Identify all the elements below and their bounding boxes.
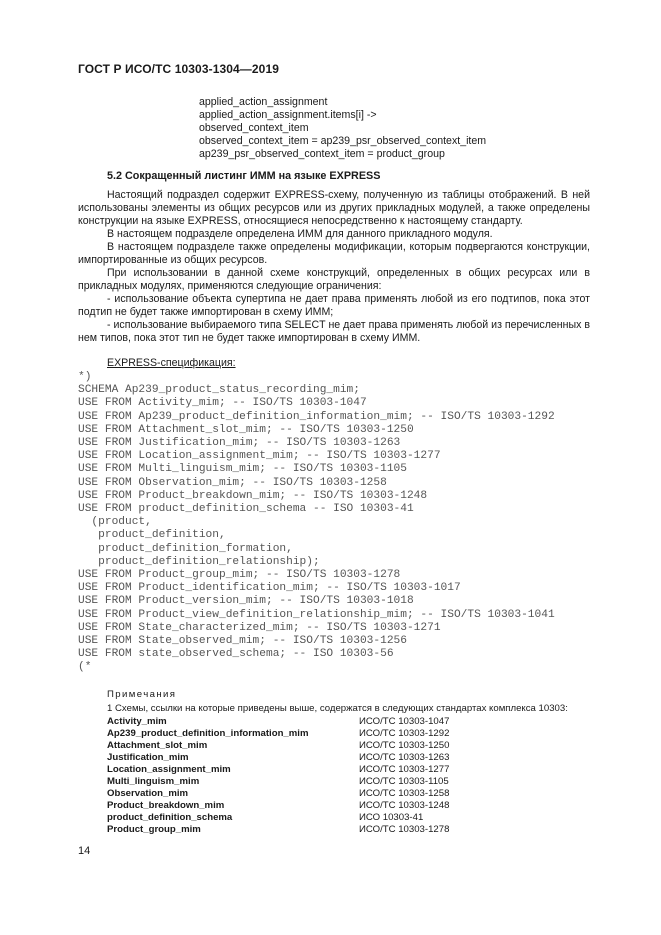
notes-title: Примечания [107,689,177,700]
note-row [107,716,627,728]
standard-ref: ИСО/ТС 10303-1047 [359,716,450,727]
standard-ref: ИСО/ТС 10303-1248 [359,800,450,811]
schema-name: product_definition_schema [107,812,233,823]
express-code-block [78,371,555,675]
note-row [107,812,627,824]
schema-name: Observation_mim [107,788,189,799]
code-line: USE FROM Justification_mim; -- ISO/TS 10303-1263 [78,437,401,450]
standard-ref: ИСО/ТС 10303-1278 [359,824,450,835]
schema-name: Attachment_slot_mim [107,740,208,751]
paragraph: - использование объекта супертипа не дает права применять любой из его подтипов, пока этот подтип не будет также импортирован в схему ИММ; [78,293,590,318]
standard-ref: ИСО/ТС 10303-1292 [359,728,450,739]
code-line: USE FROM State_observed_mim; -- ISO/TS 10303-1256 [78,635,407,648]
notes-text: 1 Схемы, ссылки на которые приведены выше, содержатся в следующих стандартах комплекса 10303: [107,703,568,714]
schema-name: Activity_mim [107,716,167,727]
assignment-line: applied_action_assignment [199,96,328,108]
code-line: USE FROM Multi_linguism_mim; -- ISO/TS 10303-1105 [78,463,407,476]
code-line: USE FROM Observation_mim; -- ISO/TS 10303-1258 [78,476,387,489]
schema-name: Location_assignment_mim [107,764,231,775]
code-line: *) [78,371,92,383]
section-title: 5.2 Сокращенный листинг ИММ на языке EXPRESS [107,170,381,182]
schema-name: Ap239_product_definition_information_mim [107,728,309,739]
schema-name: Multi_linguism_mim [107,776,200,787]
code-line: USE FROM product_definition_schema -- ISO 10303-41 [78,503,414,516]
code-line: product_definition_relationship); [78,555,320,568]
schema-name: Product_breakdown_mim [107,800,225,811]
note-row [107,728,627,740]
code-line: USE FROM Activity_mim; -- ISO/TS 10303-1047 [78,397,367,410]
paragraph: - использование выбираемого типа SELECT не дает права применять любой из перечисленных в нем типов, пока этот тип не будет также импортирован в схему ИММ. [78,319,590,344]
standard-ref: ИСО/ТС 10303-1263 [359,752,450,763]
code-line: USE FROM Product_breakdown_mim; -- ISO/TS 10303-1248 [78,489,428,502]
standard-ref: ИСО/ТС 10303-1258 [359,788,450,799]
code-line: product_definition_formation, [78,542,293,555]
note-row [107,752,627,764]
note-row [107,824,627,836]
notes-list [107,716,627,836]
paragraph: Настоящий подраздел содержит EXPRESS-схему, полученную из таблицы отображений. В ней использованы элементы из общих ресурсов или из других прикладных модулей, а также определены конструкции на языке EXPRESS, относящиеся непосредственно к настоящему стандарту. [78,189,590,227]
document-header: ГОСТ Р ИСО/ТС 10303-1304—2019 [78,62,279,76]
code-line: USE FROM Product_group_mim; -- ISO/TS 10303-1278 [78,569,401,582]
code-line: USE FROM Location_assignment_mim; -- ISO/TS 10303-1277 [78,450,441,463]
standard-ref: ИСО/ТС 10303-1250 [359,740,450,751]
paragraph: В настоящем подразделе также определены модификации, которым подвергаются конструкции, импортированные из общих ресурсов. [78,241,590,266]
standard-ref: ИСО/ТС 10303-1277 [359,764,450,775]
code-line: (* [78,661,92,674]
code-line: USE FROM Product_version_mim; -- ISO/TS 10303-1018 [78,595,414,608]
note-row [107,776,627,788]
code-line: USE FROM Attachment_slot_mim; -- ISO/TS 10303-1250 [78,423,414,436]
code-line: product_definition, [78,529,226,542]
code-line: SCHEMA Ap239_product_status_recording_mim; [78,384,360,397]
paragraph: При использовании в данной схеме конструкций, определенных в общих ресурсах или в прикладных модулях, применяются следующие ограничения: [78,267,590,292]
standard-ref: ИСО 10303-41 [359,812,424,823]
note-row [107,800,627,812]
assignment-line: ap239_psr_observed_context_item = product_group [199,148,445,160]
express-spec-label: EXPRESS-спецификация: [107,357,236,369]
schema-name: Product_group_mim [107,824,201,835]
note-row [107,788,627,800]
code-line: USE FROM Product_view_definition_relationship_mim; -- ISO/TS 10303-1041 [78,608,555,621]
code-line: USE FROM Ap239_product_definition_information_mim; -- ISO/TS 10303-1292 [78,410,555,423]
schema-name: Justification_mim [107,752,189,763]
code-line: (product, [78,516,152,529]
code-line: USE FROM state_observed_schema; -- ISO 10303-56 [78,648,394,661]
code-line: USE FROM State_characterized_mim; -- ISO/TS 10303-1271 [78,621,441,634]
note-row [107,740,627,752]
code-line: USE FROM Product_identification_mim; -- ISO/TS 10303-1017 [78,582,461,595]
paragraph: В настоящем подразделе определена ИММ для данного прикладного модуля. [107,228,493,240]
note-row [107,764,627,776]
assignment-line: applied_action_assignment.items[i] -> [199,109,377,121]
page-number: 14 [78,845,91,857]
assignment-line: observed_context_item [199,122,309,134]
assignment-line: observed_context_item = ap239_psr_observed_context_item [199,135,487,147]
standard-ref: ИСО/ТС 10303-1105 [359,776,449,787]
